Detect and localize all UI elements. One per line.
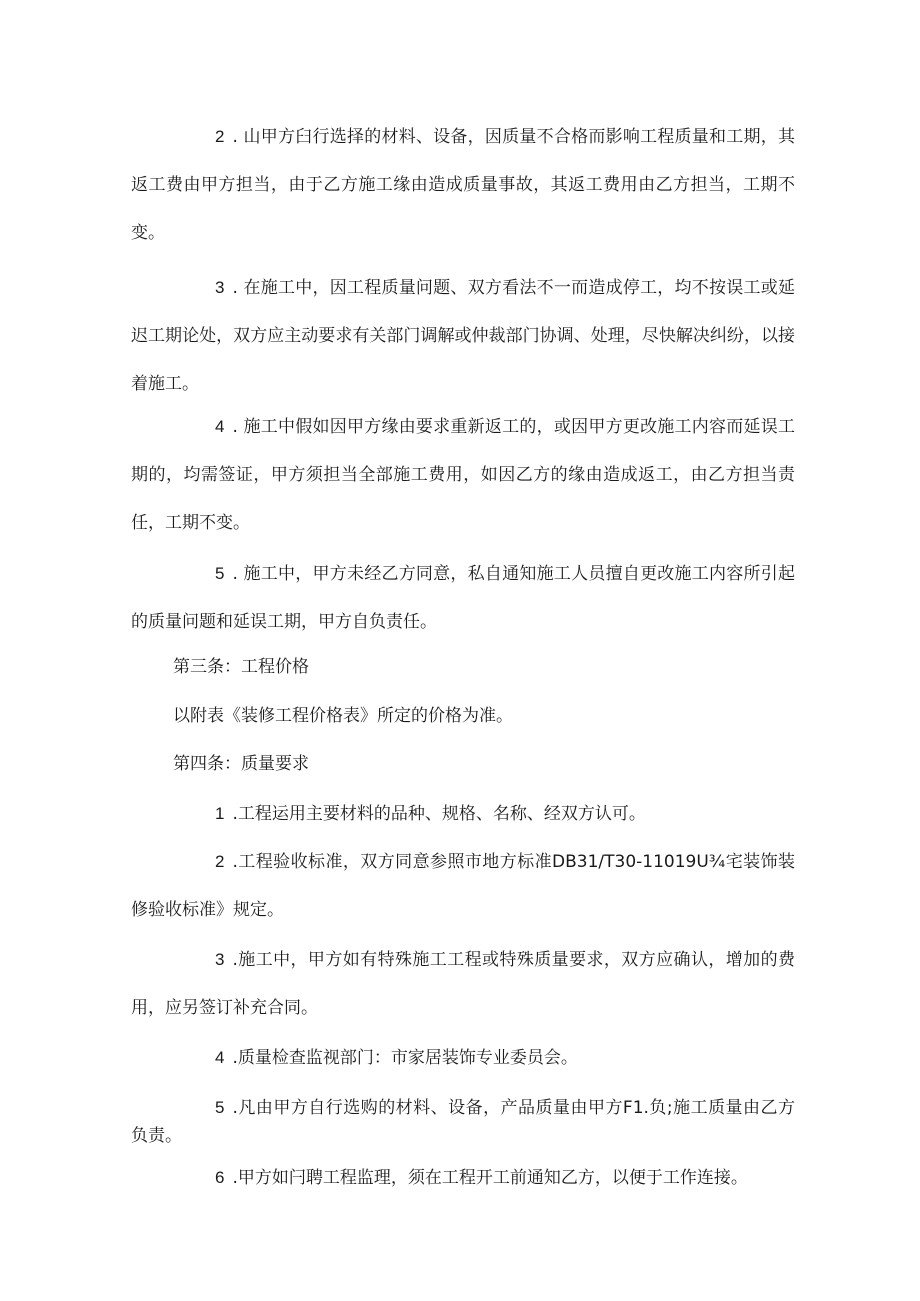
article-3-title: 第三条：工程价格 — [173, 657, 309, 677]
item-text: .工程验收标准，双方同意参照市地方标准DB31∕T30-11019U¾宅装饰装修验收标准》规定。 — [131, 852, 795, 920]
paragraph-text: . 在施工中，因工程质量问题、双方看法不一而造成停工，均不按误工或延迟工期论处，双方应主动要求有关部门调解或仲裁部门协调、处理，尽快解决纠纷，以接着施工。 — [131, 278, 795, 394]
item-number: 6 — [215, 1168, 225, 1187]
quality-item-5 — [131, 1094, 795, 1150]
paragraph-5 — [131, 550, 795, 646]
article-3-text: 以附表《装修工程价格表》所定的价格为准。 — [173, 706, 513, 726]
paragraph-text: . 施工中假如因甲方缘由要求重新返工的，或因甲方更改施工内容而延误工期的，均需签证，甲方须担当全部施工费用，如因乙方的缘由造成返工，由乙方担当责任，工期不变。 — [131, 417, 795, 533]
item-number: 1 — [215, 804, 225, 823]
item-number: 2 — [215, 852, 225, 871]
paragraph-3 — [131, 264, 795, 408]
article-4-title: 第四条：质量要求 — [173, 754, 309, 774]
quality-item-3 — [131, 936, 795, 1032]
item-text: .工程运用主要材料的品种、规格、名称、经双方认可。 — [232, 804, 646, 824]
paragraph-text: . 山甲方臼行选择的材料、设备，因质量不合格而影响工程质量和工期，其返工费由甲方担当，由于乙方施工缘由造成质量事故，其返工费用由乙方担当，工期不变。 — [131, 127, 795, 243]
paragraph-4 — [131, 403, 795, 547]
item-number: 5 — [215, 1098, 225, 1117]
item-text: .施工中，甲方如有特殊施工工程或特殊质量要求，双方应确认，增加的费用，应另签订补充合同。 — [131, 950, 795, 1018]
item-number: 3 — [215, 950, 225, 969]
item-number: 4 — [215, 1048, 225, 1067]
item-text: .凡由甲方自行选购的材料、设备，产品质量由甲方F1.负;施工质量由乙方负责。 — [131, 1098, 795, 1146]
quality-item-4 — [131, 1043, 795, 1073]
paragraph-text: . 施工中，甲方未经乙方同意，私自通知施工人员擅自更改施工内容所引起的质量问题和延误工期，甲方自负责任。 — [131, 564, 795, 632]
quality-item-2 — [131, 838, 795, 934]
paragraph-2 — [131, 113, 795, 257]
paragraph-number: 2 — [215, 127, 225, 146]
quality-item-1 — [131, 799, 795, 829]
paragraph-number: 5 — [215, 564, 225, 583]
quality-item-6 — [131, 1163, 795, 1193]
paragraph-number: 4 — [215, 417, 225, 436]
item-text: .质量检查监视部门：市家居装饰专业委员会。 — [232, 1048, 578, 1068]
paragraph-number: 3 — [215, 278, 225, 297]
item-text: .甲方如闩聘工程监理，须在工程开工前通知乙方，以便于工作连接。 — [232, 1168, 748, 1188]
